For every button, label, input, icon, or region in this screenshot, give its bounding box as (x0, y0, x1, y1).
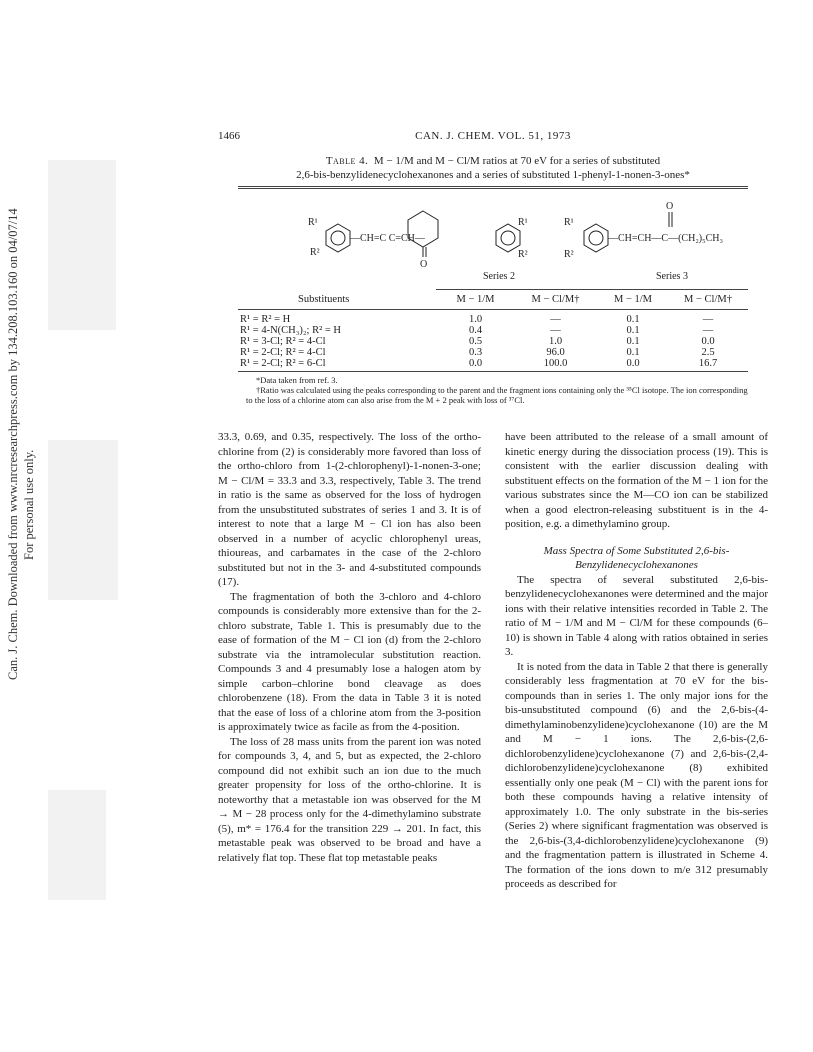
footnote: *Data taken from ref. 3. (256, 375, 338, 385)
column-header: M − 1/M (598, 290, 668, 310)
download-notice-line1: Can. J. Chem. Downloaded from www.nrcresearchpress.com by 134.208.103.160 on 04/07/14 (6, 208, 20, 680)
journal-page (218, 130, 768, 890)
r2-label-right: R² (518, 249, 528, 260)
value-cell: 0.1 (626, 336, 640, 347)
section-heading-line2: Benzylidenecyclohexanones (575, 559, 698, 571)
column-header: M − Cl/M† (668, 290, 748, 310)
value-cell: 0.3 (468, 347, 483, 358)
r1-label: R¹ (308, 217, 318, 228)
table-row (238, 347, 748, 358)
paragraph: It is noted from the data in Table 2 that there is generally considerably less fragmentation at 70 eV for the bis-compounds than in series 1. The only major ions for the bis-unsubstituted compound (6) and the 2,6-bis-(4-dimethylaminobenzylidene)cyclohexanone (10) are the M and M − 1 ions. The 2,6-bis-(2,6-dichlorobenzylidene)cyclohexanone (7) and 2,6-bis-(2,4-dichlorobenzylidene)cyclohexanone (8) exhibited essentially only one peak (M − Cl) with the parent ions for both these compounds having a relative intensity of approximately 1.0. The only substrate in the bis-series (Series 2) where significant fragmentation was observed is the 2,6-bis-(3,4-dichlorobenzylidene)cyclohexanone (9) and the fragmentation pattern is illustrated in Scheme 4. The formation of the ions down to m/e 312 presumably proceeds as described for (505, 660, 768, 890)
value-cell: — (550, 314, 561, 325)
substituent-cell: R¹ = 2-Cl; R² = 6-Cl (238, 358, 438, 372)
scan-smudge (48, 790, 106, 900)
series2-oxygen: O (420, 259, 428, 270)
value-cell: — (702, 314, 714, 325)
table-label: Table 4. (325, 155, 369, 167)
left-column (218, 430, 481, 865)
aromatic-circle (331, 231, 345, 245)
series3-oxygen: O (666, 201, 674, 212)
section-heading-line1: Mass Spectra of Some Substituted 2,6-bis- (543, 544, 730, 557)
series3-label: Series 3 (656, 271, 688, 282)
series2-label: Series 2 (483, 271, 515, 282)
value-cell: 96.0 (546, 347, 565, 358)
paragraph: The fragmentation of both the 3-chloro and 4-chloro compounds is considerably more extensive than for the 2-chloro substrate, Table 1. This is presumably due to the ease of formation of the M − Cl ion (d) from the 2-chloro substrate via the intramolecular substitution reaction. Compounds 3 and 4 presumably lose a halogen atom by simple carbon–chlorine bond cleavage as does chlorobenzene (18). From the data in Table 3 it is noted that the ease of loss of a chlorine atom from the 3-position is approximately twice as facile as from the 4-position. (218, 590, 481, 733)
benzene-ring-left (326, 224, 350, 252)
table-caption-line1: M − 1/M and M − Cl/M ratios at 70 eV for a series of substituted (373, 155, 661, 167)
substituent-cell: R¹ = 2-Cl; R² = 4-Cl (240, 347, 326, 358)
section-heading (505, 544, 768, 573)
table-row (238, 314, 748, 325)
structure-diagram (238, 189, 748, 289)
value-cell: 0.0 (598, 358, 668, 372)
value-cell: — (702, 325, 714, 336)
value-cell: 0.0 (438, 358, 513, 372)
value-cell: 100.0 (513, 358, 598, 372)
page-header (218, 130, 768, 150)
column-header: M − 1/M (438, 290, 513, 310)
value-cell: 0.4 (468, 325, 483, 336)
value-cell: 0.1 (626, 325, 640, 336)
benzene-ring-right (496, 224, 520, 252)
value-cell: 1.0 (468, 314, 483, 325)
column-header: M − Cl/M† (513, 290, 598, 310)
right-column (505, 430, 768, 892)
value-cell: 1.0 (548, 336, 563, 347)
r2-label-series3: R² (564, 249, 574, 260)
series3-formula: —CH=CH—C—(CH₂)₅CH₃ (608, 233, 723, 244)
table-header-row (238, 290, 748, 310)
structure-drawings (238, 189, 748, 289)
paragraph: The loss of 28 mass units from the parent ion was noted for compounds 3, 4, and 5, but as expected, the 2-chloro compound did not exhibit such an ion due to the much greater propensity for loss of the ortho-chlorine. It is noteworthy that a metastable ion was observed for the M → M − 28 process only for the 4-dimethylamino substrate (5), m* = 176.4 for the transition 229 → 201. In fact, this metastable peak was observed to be broad and have a relatively flat top. These flat top metastable peaks (218, 735, 481, 864)
value-cell: 2.5 (701, 347, 715, 358)
table-row (238, 325, 748, 336)
column-header: Substituents (238, 290, 438, 310)
table-caption (218, 154, 768, 182)
table-row (238, 358, 748, 372)
download-notice-line2: For personal use only. (22, 449, 36, 560)
value-cell: 16.7 (668, 358, 748, 372)
value-cell: 0.1 (626, 314, 640, 325)
substituent-cell: R¹ = R² = H (240, 314, 291, 325)
value-cell: 0.5 (468, 336, 483, 347)
running-head: CAN. J. CHEM. VOL. 51, 1973 (415, 130, 571, 142)
r2-label: R² (310, 247, 320, 258)
value-cell: — (550, 325, 561, 336)
table-row (238, 336, 748, 347)
page-number: 1466 (218, 130, 240, 142)
paragraph: The spectra of several substituted 2,6-bis-benzylidenecyclohexanones were determined and the major ions with their relative intensities recorded in Table 2. The ratio of M − 1/M and M − Cl/M for these compounds (6–10) is shown in Table 4 along with ratios obtained in series 3. (505, 573, 768, 658)
value-cell: 0.1 (626, 347, 640, 358)
table-footnotes (246, 375, 748, 405)
scan-smudge (48, 440, 118, 600)
paragraph: have been attributed to the release of a small amount of kinetic energy during the dissociation process (19). This is consistent with the earlier discussion dealing with substituent effects on the formation of the M − 1 ion for the various substrates since the M—CO ion can be stabilized when a good electron-releasing substituent is in the 4-position, e.g. a dimethylamino group. (505, 431, 768, 530)
ratio-table (238, 290, 748, 372)
r1-label-series3: R¹ (564, 217, 574, 228)
footnote: †Ratio was calculated using the peaks corresponding to the parent and the fragment ions containing only the ³⁵Cl isotope. The ion corresponding to the loss of a chlorine atom can also arise from the M + 2 peak with loss of ³⁷Cl. (246, 385, 748, 405)
value-cell: 0.0 (701, 336, 715, 347)
substituent-cell: R¹ = 4-N(CH₃)₂; R² = H (240, 325, 342, 336)
paragraph: 33.3, 0.69, and 0.35, respectively. The loss of the ortho-chlorine from (2) is considerably more favored than loss of the ortho-chloro from 1-(2-chlorophenyl)-1-nonen-3-one; M − Cl/M = 33.3 and 3.3, respectively, Table 3. The trend in ratio is the same as observed for the loss of hydrogen from the unsubstituted substrates of series 1 and 3. It is of interest to note that a large M − Cl ion has also been observed in a number of acyclic chlorophenyl ureas, thioureas, and carbamates in the case of the 2-chloro substituted but not in the 3- and 4-substituted compounds (17). (218, 431, 481, 588)
series2-formula: —CH=C C=CH— (350, 233, 425, 244)
scan-smudge (48, 160, 116, 330)
table-caption-line2: 2,6-bis-benzylidenecyclohexanones and a series of substituted 1-phenyl-1-nonen-3-ones* (296, 169, 690, 181)
download-notice (4, 160, 44, 680)
benzene-ring-series3 (584, 224, 608, 252)
r1-label-right: R¹ (518, 217, 528, 228)
substituent-cell: R¹ = 3-Cl; R² = 4-Cl (240, 336, 326, 347)
